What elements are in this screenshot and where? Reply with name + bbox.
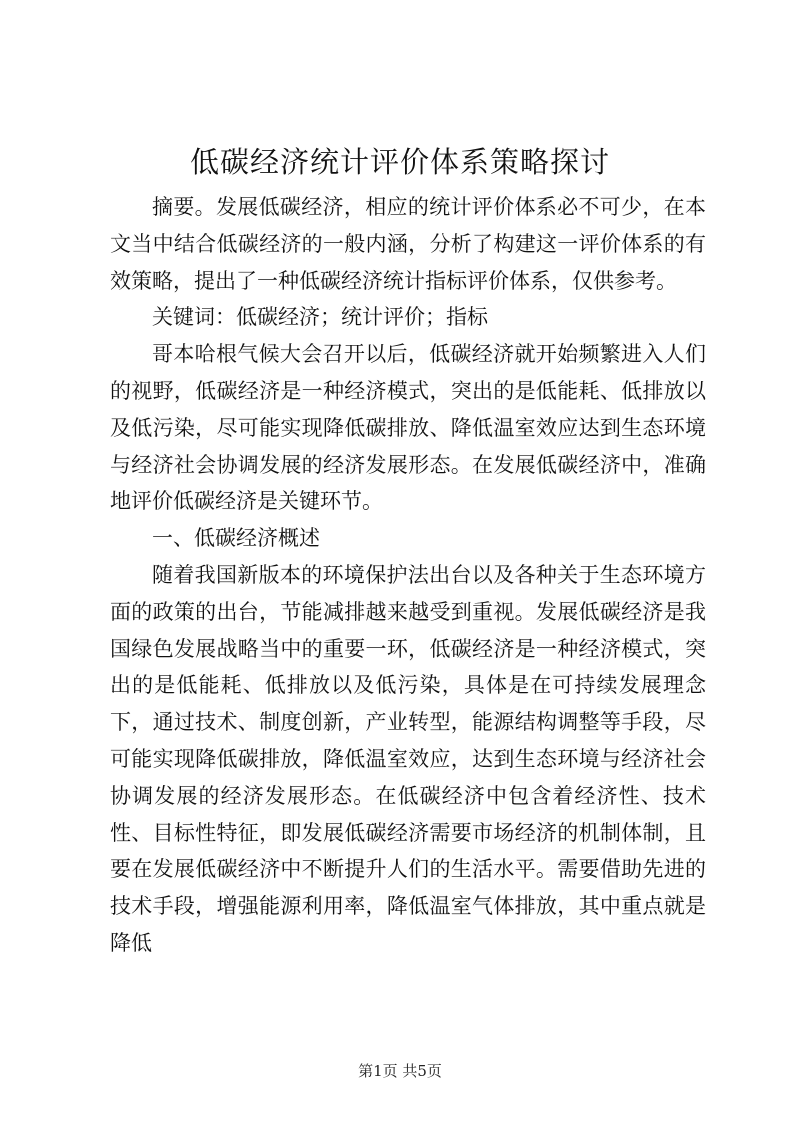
abstract-paragraph: 摘要。发展低碳经济，相应的统计评价体系必不可少，在本文当中结合低碳经济的一般内涵，分析了构建这一评价体系的有效策略，提出了一种低碳经济统计指标评价体系，仅供参考。 [110, 195, 706, 293]
intro-paragraph: 哥本哈根气候大会召开以后，低碳经济就开始频繁进入人们的视野，低碳经济是一种经济模式，突出的是低能耗、低排放以及低污染，尽可能实现降低碳排放、降低温室效应达到生态环境与经济社会协调发展的经济发展形态。在发展低碳经济中，准确地评价低碳经济是关键环节。 [110, 342, 706, 514]
keywords-paragraph: 关键词：低碳经济；统计评价；指标 [152, 305, 488, 330]
document-body [110, 189, 706, 962]
section-heading: 一、低碳经济概述 [152, 526, 320, 551]
document-title: 低碳经济统计评价体系策略探讨 [189, 145, 610, 179]
page-footer: 第1页 共5页 [358, 1062, 442, 1080]
section-paragraph: 随着我国新版本的环境保护法出台以及各种关于生态环境方面的政策的出台，节能减排越来越受到重视。发展低碳经济是我国绿色发展战略当中的重要一环，低碳经济是一种经济模式，突出的是低能耗、低排放以及低污染，具体是在可持续发展理念下，通过技术、制度创新，产业转型，能源结构调整等手段，尽可能实现降低碳排放，降低温室效应，达到生态环境与经济社会协调发展的经济发展形态。在低碳经济中包含着经济性、技术性、目标性特征，即发展低碳经济需要市场经济的机制体制，且要在发展低碳经济中不断提升人们的生活水平。需要借助先进的技术手段，增强能源利用率，降低温室气体排放，其中重点就是降低 [110, 562, 706, 955]
